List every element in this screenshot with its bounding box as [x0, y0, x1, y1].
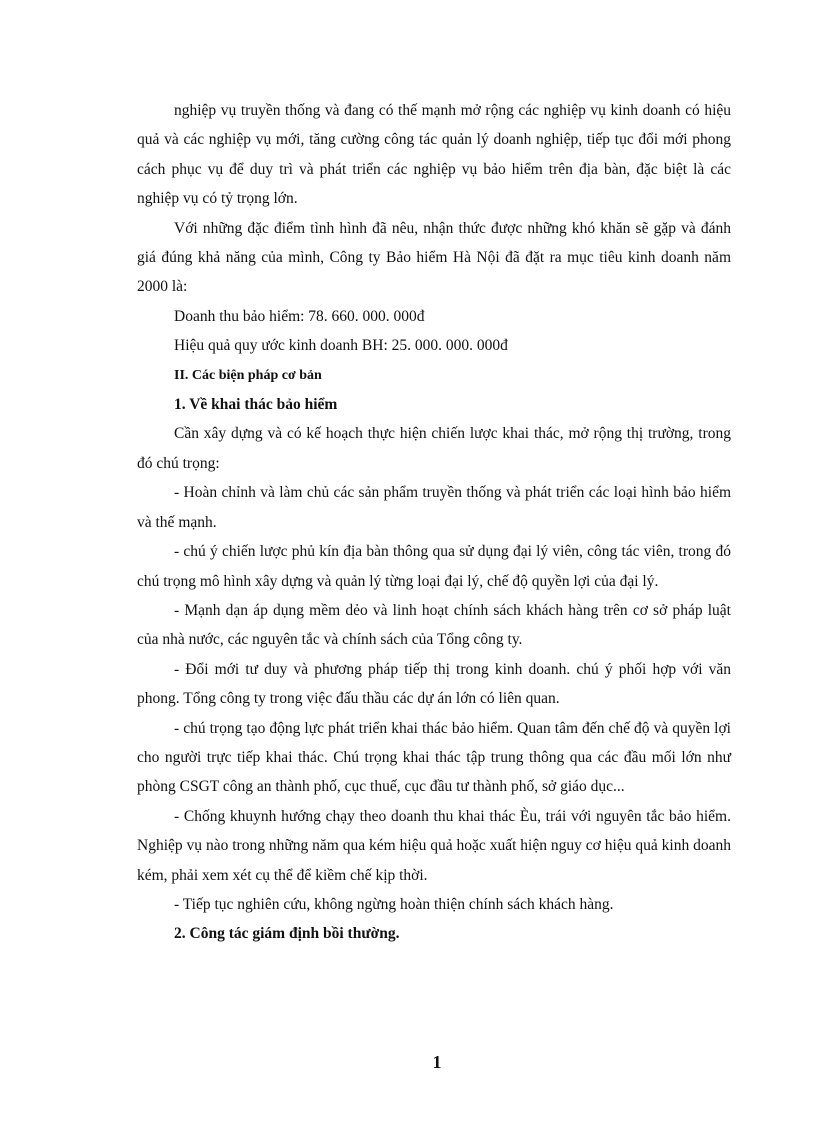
section-heading: II. Các biện pháp cơ bản — [174, 367, 322, 383]
list-item: - Chống khuynh hướng chạy theo doanh thu khai thác Èu, trái với nguyên tắc bảo hiểm. Nghiệp vụ nào trong những năm qua kém hiệu quả hoặc xuất hiện nguy cơ hiệu quả kinh doanh kém, phải xem xét cụ thể để kiềm chế kịp thời. — [137, 807, 731, 884]
paragraph-continuation: nghiệp vụ truyền thống và đang có thế mạnh mở rộng các nghiệp vụ kinh doanh có hiệu quả và các nghiệp vụ mới, tăng cường công tác quản lý doanh nghiệp, tiếp tục đổi mới phong cách phục vụ để duy trì và phát triển các nghiệp vụ bảo hiểm trên địa bàn, đặc biệt là các nghiệp vụ có tỷ trọng lớn. — [137, 102, 731, 208]
list-item: - Đổi mới tư duy và phương pháp tiếp thị trong kinh doanh. chú ý phối hợp với văn phong. Tổng công ty trong việc đấu thầu các dự án lớn có liên quan. — [137, 660, 731, 708]
paragraph-strategy: Cần xây dựng và có kế hoạch thực hiện chiến lược khai thác, mở rộng thị trường, trong đó chú trọng: — [137, 425, 731, 472]
subsection-heading-2: 2. Công tác giám định bồi thường. — [174, 925, 400, 943]
paragraph-objectives-intro: Với những đặc điểm tình hình đã nêu, nhận thức được những khó khăn sẽ gặp và đánh giá đúng khả năng của mình, Công ty Bảo hiểm Hà Nội đã đặt ra mục tiêu kinh doanh năm 2000 là: — [137, 219, 731, 296]
subsection-heading-1: 1. Về khai thác bảo hiểm — [174, 396, 338, 414]
list-item: - Tiếp tục nghiên cứu, không ngừng hoàn thiện chính sách khách hàng. — [174, 895, 614, 913]
revenue-target: Doanh thu bảo hiểm: 78. 660. 000. 000đ — [174, 307, 425, 325]
efficiency-target: Hiệu quả quy ước kinh doanh BH: 25. 000. 000. 000đ — [174, 337, 508, 355]
list-item: - Mạnh dạn áp dụng mềm dẻo và linh hoạt chính sách khách hàng trên cơ sở pháp luật của nhà nước, các nguyên tắc và chính sách của Tổng công ty. — [137, 601, 731, 649]
list-item: - chú ý chiến lược phủ kín địa bàn thông qua sử dụng đại lý viên, công tác viên, trong đó chú trọng mô hình xây dựng và quản lý từng loại đại lý, chế độ quyền lợi của đại lý. — [137, 543, 731, 590]
page-number: 1 — [432, 1052, 442, 1072]
document-body — [137, 96, 731, 949]
list-item: - chú trọng tạo động lực phát triển khai thác bảo hiểm. Quan tâm đến chế độ và quyền lợi cho người trực tiếp khai thác. Chú trọng khai thác tập trung thông qua các đầu mối lớn như phòng CSGT công an thành phố, cục thuế, cục đầu tư thành phố, sở giáo dục... — [137, 719, 731, 796]
list-item: - Hoàn chỉnh và làm chủ các sản phẩm truyền thống và phát triển các loại hình bảo hiểm và thế mạnh. — [137, 484, 731, 531]
